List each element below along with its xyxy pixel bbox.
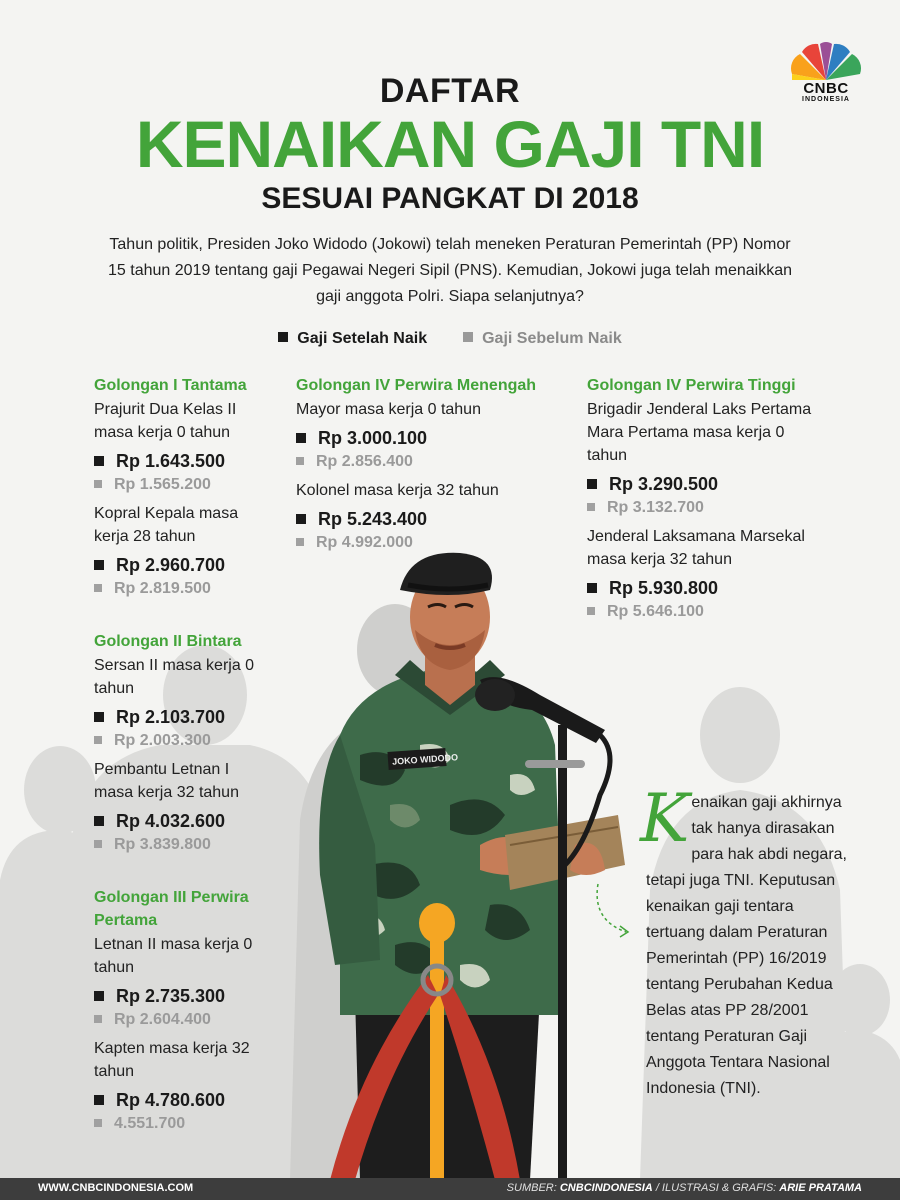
salary-before-value: Rp 1.565.200 [114,476,211,493]
arrow-icon [590,880,640,940]
salary-after-marker [94,456,104,466]
salary-after-value: Rp 2.960.700 [116,555,226,575]
legend-after [278,330,427,348]
quote-text: enaikan gaji akhirnya tak hanya dirasakan para hak abdi negara, tetapi juga TNI. Keputusan kenaikan gaji tentara tertuang dalam Peraturan Pemerintah (PP) 16/2019 tentang Perubahan Kedua Belas atas PP 28/2001 tentang Peraturan Gaji Anggota Tentara Nasional Indonesia (TNI). [646,794,847,1097]
salary-after-marker [94,991,104,1001]
footer-credit [507,1182,862,1194]
group-title: Golongan IV Perwira Tinggi [587,377,796,394]
salary-after-marker [587,479,597,489]
title-line-3: SESUAI PANGKAT DI 2018 [261,182,639,215]
salary-after-value: Rp 2.735.300 [116,986,226,1006]
page-title: KENAIKAN GAJI TNI [135,107,765,181]
intro-paragraph: Tahun politik, Presiden Joko Widodo (Jokowi) telah meneken Peraturan Pemerintah (PP) Nomor 15 tahun 2019 tentang gaji Pegawai Negeri Sipil (PNS). Kemudian, Jokowi juga telah menaikkan gaji anggota Polri. Siapa selanjutnya? [108,236,792,305]
rank-label: Mayor masa kerja 0 tahun [296,401,481,418]
salary-before-marker [94,1119,102,1127]
legend-after-label: Gaji Setelah Naik [297,330,428,347]
salary-before-marker [94,840,102,848]
rank-label: Letnan II masa kerja 0 tahun [94,936,253,976]
salary-after-value: Rp 3.290.500 [609,474,719,494]
salary-before-marker [94,1015,102,1023]
salary-before-marker [296,457,304,465]
salary-after-marker [296,433,306,443]
rank-label: Brigadir Jenderal Laks Pertama Mara Pertama masa kerja 0 tahun [587,401,812,464]
rank-label: Jenderal Laksamana Marsekal masa kerja 32 tahun [587,528,805,568]
salary-after [296,426,566,450]
salary-after [296,507,566,531]
credit-value: ARIE PRATAMA [779,1182,862,1194]
salary-after-marker [94,1095,104,1105]
salary-before-value: Rp 5.646.100 [607,603,704,620]
credit-label: / ILUSTRASI & GRAFIS: [652,1182,780,1194]
salary-after [94,705,264,729]
salary-after-marker [94,712,104,722]
rank-label: Prajurit Dua Kelas II masa kerja 0 tahun [94,401,237,441]
salary-before-value: Rp 2.856.400 [316,453,413,470]
salary-after [94,984,264,1008]
salary-after-value: Rp 1.643.500 [116,451,226,471]
legend-before-label: Gaji Sebelum Naik [482,330,622,347]
footer-website: WWW.CNBCINDONESIA.COM [38,1182,194,1194]
salary-before-value: Rp 2.003.300 [114,732,211,749]
salary-before [296,450,566,473]
pull-quote [640,780,856,1102]
salary-after-value: Rp 5.930.800 [609,578,719,598]
salary-before-value: Rp 3.839.800 [114,836,211,853]
salary-before [94,729,264,752]
salary-after [94,553,264,577]
group-title: Golongan III Perwira Pertama [94,889,249,929]
salary-before-value: Rp 2.604.400 [114,1011,211,1028]
group-title: Golongan II Bintara [94,633,242,650]
salary-before-value: Rp 4.992.000 [316,534,413,551]
rank-label: Kapten masa kerja 32 tahun [94,1040,250,1080]
speaker-illustration [300,545,640,1180]
salary-before [587,496,812,519]
legend [0,330,900,348]
legend-before [463,330,622,348]
salary-after [587,576,812,600]
salary-before-value: 4.551.700 [114,1115,186,1132]
salary-after [94,449,264,473]
salary-before [296,531,566,554]
salary-after-marker [94,816,104,826]
salary-after-value: Rp 3.000.100 [318,428,428,448]
source-value: CNBCINDONESIA [559,1182,653,1194]
rank-label: Pembantu Letnan I masa kerja 32 tahun [94,761,239,801]
salary-before-marker [587,607,595,615]
salary-after-marker [587,583,597,593]
column-middle [296,374,566,554]
logo-subtext: INDONESIA [802,96,850,103]
name-tag: JOKO WIDODO [391,752,459,767]
source-label: SUMBER: [506,1182,560,1194]
salary-before-value: Rp 2.819.500 [114,580,211,597]
salary-before [94,1008,264,1031]
salary-before-marker [296,538,304,546]
salary-before-marker [94,584,102,592]
salary-after-value: Rp 4.032.600 [116,811,226,831]
quote-initial: K [640,780,690,857]
salary-before-marker [94,736,102,744]
salary-before-value: Rp 3.132.700 [607,499,704,516]
rank-label: Kolonel masa kerja 32 tahun [296,482,499,499]
salary-after [587,472,812,496]
salary-before [94,577,264,600]
rank-label: Kopral Kepala masa kerja 28 tahun [94,505,239,545]
salary-before [94,833,264,856]
salary-after-marker [296,514,306,524]
salary-after-value: Rp 2.103.700 [116,707,226,727]
group-title: Golongan IV Perwira Menengah [296,377,537,394]
salary-before [94,473,264,496]
salary-after-value: Rp 4.780.600 [116,1090,226,1110]
rank-label: Sersan II masa kerja 0 tahun [94,657,255,697]
title-line-1: DAFTAR [379,72,521,110]
salary-after-marker [94,560,104,570]
salary-before [94,1112,264,1135]
group-title: Golongan I Tantama [94,377,247,394]
logo-wordmark: CNBC [803,80,849,97]
salary-after [94,809,264,833]
salary-after-value: Rp 5.243.400 [318,509,428,529]
salary-before-marker [94,480,102,488]
legend-dark-square [278,332,288,342]
legend-gray-square [463,332,473,342]
column-left [94,374,264,1135]
salary-after [94,1088,264,1112]
column-right [587,374,812,623]
salary-before [587,600,812,623]
salary-before-marker [587,503,595,511]
